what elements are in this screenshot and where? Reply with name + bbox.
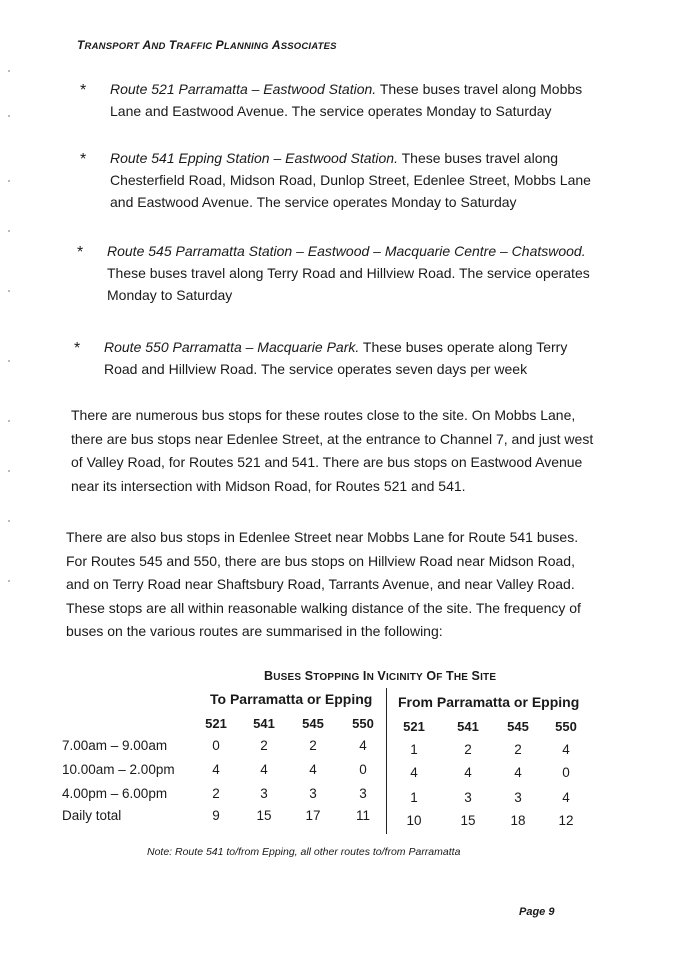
bullet-star: * (80, 151, 87, 168)
cell-to: 2 (309, 738, 317, 753)
col-head-from-545: 545 (507, 719, 529, 734)
row-label: 7.00am – 9.00am (62, 738, 168, 753)
bullet-star: * (77, 244, 84, 261)
cell-from: 4 (464, 765, 472, 780)
bullet-route-521 (80, 78, 582, 122)
cell-to: 15 (256, 808, 272, 823)
bullet-line: Lane and Eastwood Avenue. The service operates Monday to Saturday (110, 103, 552, 119)
cell-from: 3 (514, 790, 522, 805)
page-number: Page 9 (519, 906, 555, 918)
bullet-line: Chesterfield Road, Midson Road, Dunlop Street, Edenlee Street, Mobbs Lane (110, 172, 591, 188)
paragraph-line: There are numerous bus stops for these routes close to the site. On Mobbs Lane, (71, 407, 576, 423)
col-head-to-550: 550 (352, 716, 374, 731)
bullet-line: These buses travel along Terry Road and Hillview Road. The service operates (107, 265, 590, 281)
cell-from: 4 (562, 790, 570, 805)
cell-from: 15 (460, 813, 476, 828)
table-title-text: BUSES STOPPING IN VICINITY OF THE SITE (264, 669, 497, 683)
cell-to: 9 (212, 808, 220, 823)
cell-to: 2 (212, 786, 220, 801)
paragraph-line: and on Terry Road near Shaftsbury Road, Tarrants Avenue, and near Valley Road. (66, 576, 575, 592)
bullet-route-title: Route 521 Parramatta – Eastwood Station. (110, 81, 377, 97)
col-head-from-541: 541 (457, 719, 479, 734)
cell-to: 0 (212, 738, 220, 753)
bullet-star: * (74, 340, 81, 357)
cell-from: 4 (562, 742, 570, 757)
cell-from: 1 (410, 790, 418, 805)
col-head-from-550: 550 (555, 719, 577, 734)
col-head-to-545: 545 (302, 716, 324, 731)
bullet-route-title: Route 550 Parramatta – Macquarie Park. (104, 339, 360, 355)
cell-from: 18 (510, 813, 526, 828)
cell-to: 11 (355, 808, 370, 823)
row-label: 10.00am – 2.00pm (62, 762, 175, 777)
col-head-from-521: 521 (403, 719, 425, 734)
cell-to: 4 (359, 738, 367, 753)
document-header (77, 38, 337, 52)
cell-from: 10 (406, 813, 422, 828)
bullet-line: Monday to Saturday (107, 287, 233, 303)
paragraph-line: There are also bus stops in Edenlee Street near Mobbs Lane for Route 541 buses. (66, 529, 579, 545)
cell-to: 3 (359, 786, 367, 801)
paragraph-line: buses on the various routes are summarised in the following: (66, 623, 443, 639)
cell-to: 17 (305, 808, 321, 823)
table-note: Note: Route 541 to/from Epping, all other routes to/from Parramatta (147, 846, 461, 858)
col-head-to-521: 521 (205, 716, 227, 731)
row-label: Daily total (62, 808, 122, 823)
group-header-to: To Parramatta or Epping (210, 691, 373, 707)
bullet-route-title: Route 541 Epping Station – Eastwood Station. (110, 150, 398, 166)
cell-from: 2 (464, 742, 472, 757)
group-header-from: From Parramatta or Epping (398, 694, 580, 710)
paragraph-more-stops (66, 526, 581, 644)
cell-to: 4 (260, 762, 268, 777)
bullet-line: and Eastwood Avenue. The service operates Monday to Saturday (110, 194, 517, 210)
cell-to: 0 (359, 762, 367, 777)
cell-to: 2 (260, 738, 268, 753)
paragraph-line: there are bus stops near Edenlee Street, at the entrance to Channel 7, and just west (71, 430, 594, 447)
header-text: TRANSPORT AND TRAFFIC PLANNING ASSOCIATES (77, 38, 337, 52)
table-divider (386, 688, 387, 834)
cell-to: 4 (309, 762, 317, 777)
paragraph-bus-stops (71, 404, 593, 498)
cell-from: 1 (410, 742, 418, 757)
bullet-line: These buses travel along Mobbs (379, 81, 583, 97)
bullet-route-545 (77, 240, 590, 306)
cell-from: 4 (514, 765, 522, 780)
paragraph-line: near its intersection with Midson Road, for Routes 521 and 541. (71, 477, 466, 494)
paragraph-line: These stops are all within reasonable walking distance of the site. The frequency of (66, 599, 581, 616)
bullet-route-title: Route 545 Parramatta Station – Eastwood – Macquarie Centre – Chatswood. (107, 243, 586, 259)
cell-from: 12 (558, 813, 574, 828)
cell-from: 0 (562, 765, 570, 780)
cell-from: 4 (410, 765, 418, 780)
paragraph-line: For Routes 545 and 550, there are bus stops on Hillview Road near Midson Road, (66, 552, 575, 569)
scan-margin-marks (6, 60, 12, 620)
cell-from: 3 (464, 790, 472, 805)
bullet-line: These buses operate along Terry (362, 339, 568, 355)
bullet-line: These buses travel along (401, 150, 559, 166)
cell-from: 2 (514, 742, 522, 757)
cell-to: 4 (212, 762, 220, 777)
col-head-to-541: 541 (253, 716, 275, 731)
table-title (264, 669, 496, 683)
bullet-route-541 (80, 147, 591, 213)
cell-to: 3 (260, 786, 268, 801)
bullet-line: Road and Hillview Road. The service operates seven days per week (104, 361, 528, 377)
bullet-route-550 (74, 336, 567, 380)
paragraph-line: of Valley Road, for Routes 521 and 541. There are bus stops on Eastwood Avenue (71, 454, 583, 470)
row-label: 4.00pm – 6.00pm (62, 786, 168, 801)
cell-to: 3 (309, 786, 317, 801)
bullet-star: * (80, 82, 87, 99)
